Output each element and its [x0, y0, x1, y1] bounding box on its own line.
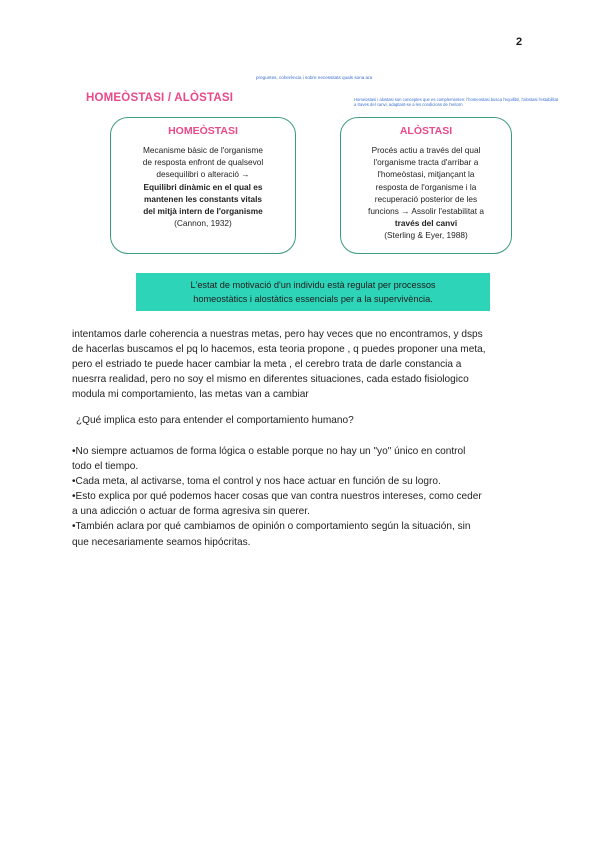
alostasi-line: través del canvi: [394, 218, 458, 229]
bullet-line: •Cada meta, al activarse, toma el control y nos hace actuar en función de su logro.: [72, 476, 441, 488]
alostasi-heading: ALÒSTASI: [399, 125, 453, 137]
motivation-banner: [136, 273, 490, 311]
paragraph-line: pero el estriado te puede hacer cambiar la meta , el cerebro trata de darle constancia a: [72, 359, 462, 371]
paragraph-line: de hacerlas buscamos el pq lo hacemos, esta teoria propone , q puedes proponer una meta,: [72, 344, 486, 356]
paragraph-line: nuesrra realidad, pero no soy el mismo en diferentes situaciones, cada estado fisiologico: [72, 374, 469, 386]
question-line: ¿Qué implica esto para entender el comportamiento humano?: [76, 415, 354, 426]
bullet-line: •No siempre actuamos de forma lógica o estable porque no hay un "yo" único en control: [72, 446, 466, 457]
homeostasi-citation: (Cannon, 1932): [174, 218, 232, 229]
alostasi-body: [347, 144, 505, 242]
homeostasi-line: del mitjà intern de l'organisme: [143, 206, 263, 217]
bullet-line: todo el tiempo.: [72, 461, 139, 473]
alostasi-line: l'homeòstasi, mitjançant la: [377, 169, 475, 180]
notes-paragraph: [72, 327, 542, 402]
slide-side-note: Homeostasi i alostasi son conceptes que es complementen: l'homeostasi busca l'equilibri, l'alostasi l'estabilitat a traves del canvi, adaptant-se a les condicions de l'entorn: [354, 97, 559, 108]
homeostasi-box: [110, 117, 296, 254]
homeostasi-line: de resposta enfront de qualsevol: [142, 157, 264, 168]
alostasi-box: [340, 117, 512, 254]
alostasi-citation: (Sterling & Eyer, 1988): [384, 230, 468, 241]
banner-line: homeostàtics i alostàtics essencials per a la supervivència.: [193, 294, 433, 304]
alostasi-line: recuperació posterior de les: [374, 193, 478, 204]
banner-line: L'estat de motivació d'un individu està regulat per processos: [190, 280, 436, 290]
paragraph-line: modula mi comportamiento, las metas van a cambiar: [72, 389, 309, 401]
bullet-line: •Esto explica por qué podemos hacer cosas que van contra nuestros intereses, como ceder: [72, 491, 482, 503]
homeostasi-line: desequilibri o alteració →: [156, 169, 250, 180]
bullet-line: que necesariamente seamos hipócritas.: [72, 536, 251, 548]
slide-top-note: preguntes, coherència i sobre necessitats quals sona ara: [256, 75, 373, 80]
bullet-line: •También aclara por qué cambiamos de opinión o comportamiento según la situación, sin: [72, 521, 471, 533]
alostasi-line: Procés actiu a través del qual: [371, 145, 481, 155]
alostasi-line: l'organisme tracta d'arribar a: [373, 157, 479, 168]
homeostasi-heading: HOMEÒSTASI: [168, 125, 238, 137]
paragraph-line: intentamos darle coherencia a nuestras metas, pero hay veces que no encontramos, y dsps: [72, 329, 483, 340]
bullet-list: [72, 444, 542, 550]
alostasi-line: resposta de l'organisme i la: [375, 181, 477, 192]
slide-image: [70, 70, 561, 320]
homeostasi-body: [117, 144, 289, 229]
page-number: 2: [516, 36, 523, 48]
homeostasi-line: Equilibri dinàmic en el qual es: [143, 181, 263, 192]
alostasi-line: funcions → Assolir l'estabilitat a: [368, 206, 484, 217]
homeostasi-line: mantenen les constants vitals: [143, 193, 263, 204]
bullet-line: a una adicción o actuar de forma agresiva sin querer.: [72, 506, 310, 518]
homeostasi-line: Mecanisme bàsic de l'organisme: [142, 145, 264, 155]
slide-title: HOMEÒSTASI / ALÒSTASI: [86, 92, 234, 104]
